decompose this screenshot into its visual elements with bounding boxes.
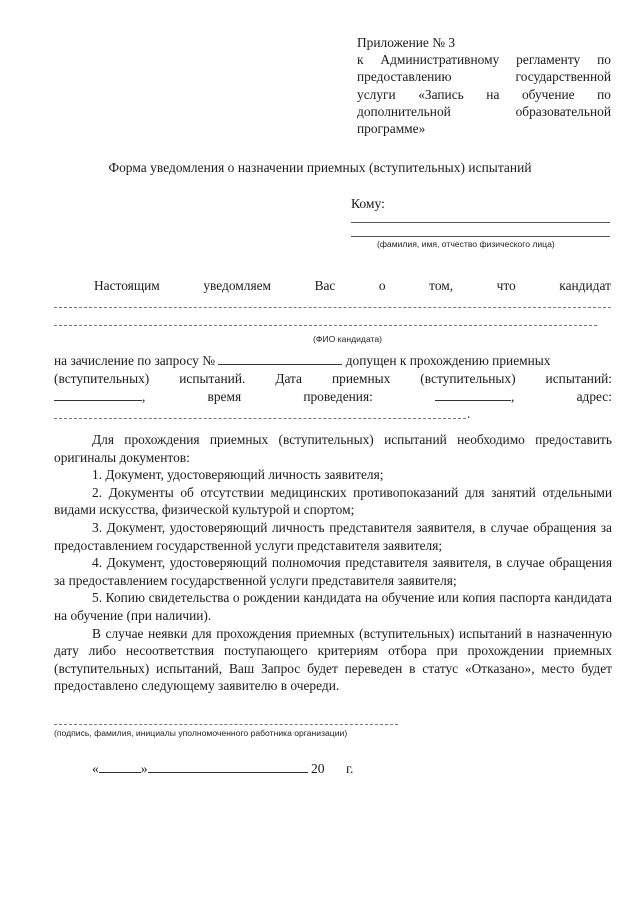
notice-word: (вступительных): [420, 371, 516, 386]
appendix-line: к Административному регламенту по: [357, 52, 611, 68]
address-label: адрес:: [576, 389, 612, 404]
candidate-line-1: [54, 307, 611, 308]
signature-line: [54, 724, 398, 725]
date-line: [92, 760, 353, 777]
body-paragraph: 5. Копию свидетельства о рождении кандидата на обучение или копия паспорта кандидата на обучение (при наличии).: [54, 590, 612, 623]
body-paragraph: 2. Документы об отсутствии медицинских противопоказаний для занятий отдельными видами искусства, физической культурой и спортом;: [54, 484, 612, 518]
notice-word: том,: [429, 278, 454, 293]
body-paragraph: 3. Документ, удостоверяющий личность представителя заявителя, в случае обращения за предоставлением государственной услуги представителя заявителя;: [54, 519, 612, 553]
request-admitted-text: допущен к прохождению приемных: [345, 353, 551, 368]
time-field: [435, 388, 514, 406]
year-prefix: 20: [311, 761, 325, 776]
request-line: [54, 352, 614, 370]
open-quote: «: [92, 761, 99, 776]
body-paragraph: Для прохождения приемных (вступительных) испытаний необходимо предоставить оригиналы документов:: [54, 432, 612, 465]
request-number-label: на зачисление по запросу №: [54, 353, 215, 368]
body-paragraph: 4. Документ, удостоверяющий полномочия представителя заявителя, в случае обращения за предоставлением государственной услуги представителя заявителя;: [54, 555, 612, 588]
body-paragraph: В случае неявки для прохождения приемных (вступительных) испытаний в назначенную дату либо несоответствия поступающего критериям отбора при прохождении приемных (вступительных) испытаний, Ваш Запрос будет переведен в статус «Отказано», место будет предоставлено следующему заявителю в очереди.: [54, 625, 612, 694]
notice-word: что: [496, 278, 516, 293]
body-paragraph: 1. Документ, удостоверяющий личность заявителя;: [92, 467, 384, 483]
recipient-line-1: [351, 222, 610, 223]
form-title: Форма уведомления о назначении приемных (вступительных) испытаний: [108, 160, 532, 175]
comma: ,: [511, 389, 515, 404]
time-blank: [435, 388, 511, 401]
document-body: [54, 431, 612, 695]
address-period: .: [467, 406, 471, 421]
conduct-label: проведения:: [303, 389, 373, 404]
notice-word: о: [378, 278, 386, 293]
notice-word: приемных: [332, 371, 391, 386]
recipient-label: Кому:: [351, 196, 385, 211]
request-number-blank: [218, 352, 342, 365]
appendix-line: программе»: [357, 121, 426, 137]
candidate-line-2: [54, 325, 597, 326]
notice-word: Настоящим: [94, 278, 160, 293]
notice-word: кандидат: [559, 278, 611, 293]
signature-caption: (подпись, фамилия, инициалы уполномоченного работника организации): [54, 728, 348, 738]
notice-line: [94, 277, 611, 295]
appendix-line: дополнительной образовательной: [357, 103, 611, 119]
candidate-caption: (ФИО кандидата): [313, 334, 383, 344]
notice-word: (вступительных): [54, 371, 150, 386]
appendix-number: Приложение № 3: [357, 35, 456, 50]
recipient-line-2: [351, 236, 610, 237]
year-blank: [325, 761, 343, 773]
recipient-caption: (фамилия, имя, отчество физического лица): [377, 239, 555, 249]
date-field: [54, 388, 145, 406]
notice-word: испытаний:: [545, 371, 612, 386]
close-quote: »: [140, 761, 148, 776]
month-blank: [148, 760, 308, 773]
day-blank: [99, 760, 141, 773]
notice-word: Дата: [275, 371, 303, 386]
appendix-line: услуги «Запись на обучение по: [357, 86, 611, 102]
exam-date-line: [54, 370, 612, 388]
comma: ,: [142, 389, 146, 404]
notice-word: Вас: [314, 278, 336, 293]
notice-word: испытаний.: [179, 371, 246, 386]
year-suffix: г.: [346, 761, 354, 776]
address-line: [54, 418, 466, 419]
notice-word: уведомляем: [203, 278, 272, 293]
time-label: время: [207, 389, 242, 404]
time-address-line: [54, 388, 612, 406]
date-blank: [54, 388, 142, 401]
appendix-header: [357, 34, 611, 137]
appendix-line: предоставлению государственной: [357, 69, 611, 85]
